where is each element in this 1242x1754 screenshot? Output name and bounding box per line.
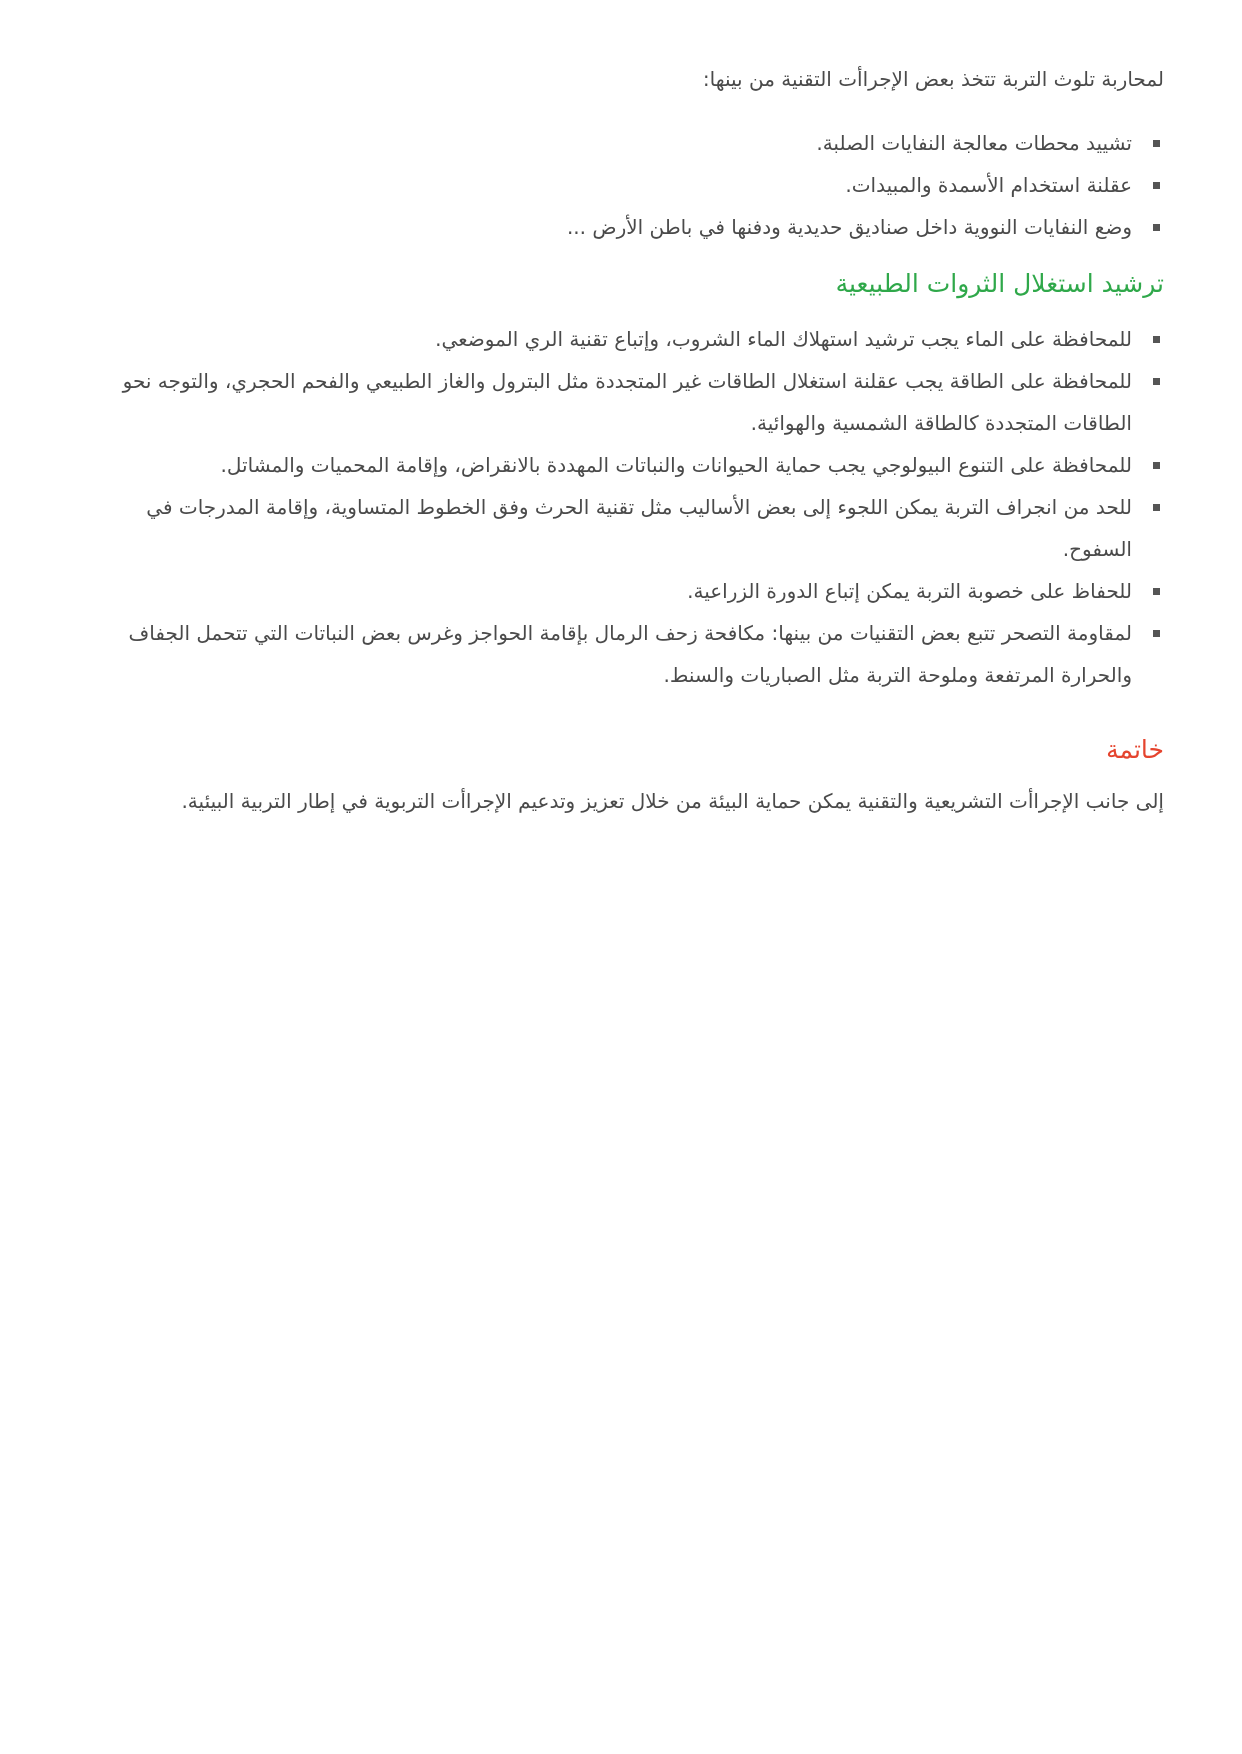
list-item — [78, 122, 1164, 164]
list-item-text: للحد من انجراف التربة يمكن اللجوء إلى بعض الأساليب مثل تقنية الحرث وفق الخطوط المتساوية، وإقامة المدرجات في السفوح. — [146, 495, 1132, 561]
conclusion-paragraph: إلى جانب الإجراأت التشريعية والتقنية يمكن حماية البيئة من خلال تعزيز وتدعيم الإجراأت التربوية في إطار التربية البيئية. — [181, 789, 1164, 813]
conclusion-heading: خاتمة — [1106, 735, 1164, 764]
list-item — [78, 570, 1164, 612]
list-item-text: للمحافظة على التنوع البيولوجي يجب حماية الحيوانات والنباتات المهددة بالانقراض، وإقامة المحميات والمشاتل. — [220, 453, 1132, 477]
list-item — [78, 612, 1164, 696]
square-bullet-icon — [1153, 336, 1160, 343]
square-bullet-icon — [1153, 630, 1160, 637]
square-bullet-icon — [1153, 504, 1160, 511]
square-bullet-icon — [1153, 182, 1160, 189]
square-bullet-icon — [1153, 588, 1160, 595]
square-bullet-icon — [1153, 140, 1160, 147]
square-bullet-icon — [1153, 462, 1160, 469]
list-item-text: وضع النفايات النووية داخل صناديق حديدية ودفنها في باطن الأرض ... — [566, 215, 1132, 239]
list-item — [78, 164, 1164, 206]
square-bullet-icon — [1153, 224, 1160, 231]
section-heading: ترشيد استغلال الثروات الطبيعية — [835, 269, 1164, 298]
square-bullet-icon — [1153, 378, 1160, 385]
list-item-text: للحفاظ على خصوبة التربة يمكن إتباع الدورة الزراعية. — [687, 579, 1132, 603]
list-item-text: تشييد محطات معالجة النفايات الصلبة. — [816, 131, 1132, 155]
document-page — [78, 58, 1164, 822]
list-item — [78, 206, 1164, 248]
list-item — [78, 318, 1164, 360]
list-item-text: عقلنة استخدام الأسمدة والمبيدات. — [845, 173, 1132, 197]
list-item-text: لمقاومة التصحر تتبع بعض التقنيات من بينها: مكافحة زحف الرمال بإقامة الحواجز وغرس بعض النباتات التي تتحمل الجفاف والحرارة المرتفعة وملوحة التربة مثل الصباريات والسنط. — [128, 621, 1132, 687]
list-item-text: للمحافظة على الطاقة يجب عقلنة استغلال الطاقات غير المتجددة مثل البترول والغاز الطبيعي والفحم الحجري، والتوجه نحو الطاقات المتجددة كالطاقة الشمسية والهوائية. — [122, 369, 1132, 435]
list-item — [78, 486, 1164, 570]
list-item-text: للمحافظة على الماء يجب ترشيد استهلاك الماء الشروب، وإتباع تقنية الري الموضعي. — [435, 327, 1132, 351]
intro-paragraph: لمحاربة تلوث التربة تتخذ بعض الإجراأت التقنية من بينها: — [702, 67, 1164, 91]
rationalization-measures-list — [78, 318, 1164, 696]
pollution-measures-list — [78, 122, 1164, 248]
list-item — [78, 360, 1164, 444]
list-item — [78, 444, 1164, 486]
